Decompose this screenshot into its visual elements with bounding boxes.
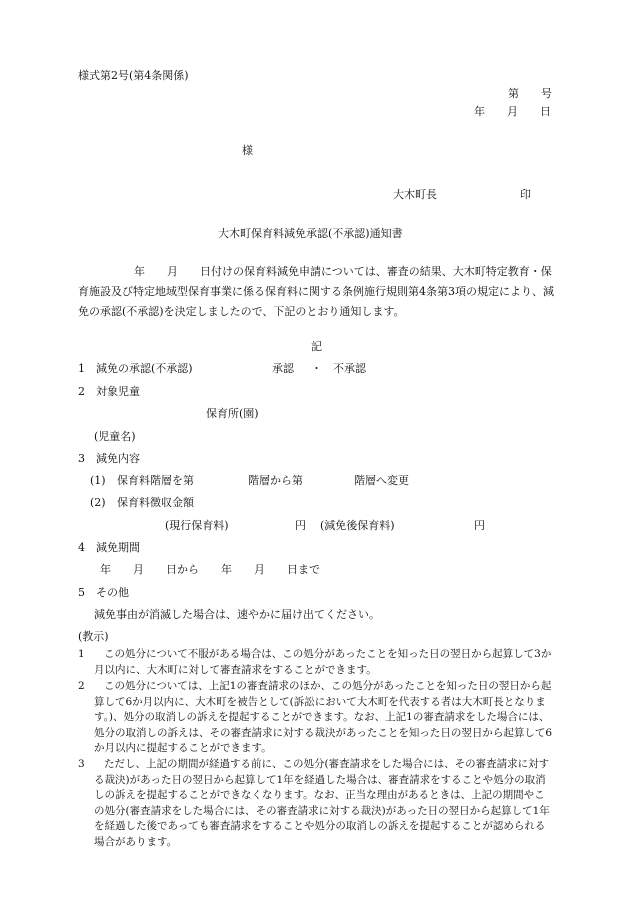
item5-text: 減免事由が消滅した場合は、速やかに届け出てください。 [94, 608, 380, 621]
item5-label: 5 その他 [78, 586, 129, 599]
yen-unit-2: 円 [474, 519, 485, 532]
form-number: 様式第2号(第4条関係) [78, 69, 189, 82]
issue-date: 年 月 日 [474, 105, 551, 118]
item3-label: 3 減免内容 [78, 452, 140, 465]
notice1-text: この処分について不服がある場合は、この処分があったことを知った日の翌日から起算して3か月以内に、大木町に対して審査請求をすることができます。 [94, 648, 552, 676]
notice3-number: 3 [78, 758, 85, 770]
reject-option: 不承認 [333, 362, 366, 375]
notice-heading: (教示) [78, 630, 109, 643]
addressee-suffix: 様 [242, 144, 253, 157]
item2-label: 2 対象児童 [78, 385, 140, 398]
document-title: 大木町保育料減免承認(不承認)通知書 [218, 227, 403, 240]
item1-label: 1 減免の承認(不承認) [78, 362, 193, 375]
yen-unit-1: 円 [295, 519, 306, 532]
approve-option: 承認 [272, 362, 294, 375]
notice3-text: ただし、上記の期間が経過する前に、この処分(審査請求をした場合には、その審査請求に対する裁決)があった日の翌日から起算して1年を経過した場合は、審査請求をすることや処分の取消しの訴えを提起することができなくなります。なお、正当な理由があるときは、上記の期間やこの処分(審査請求をした場合には、その審査請求に対する裁決)があった日の翌日から起算して1年を経過した後であっても審査請求をすることや処分の取消しの訴えを提起することが認められる場合があります。 [94, 758, 550, 848]
document-number: 第 号 [508, 87, 552, 100]
child-name-label: (児童名) [94, 430, 136, 443]
intro-paragraph: 年 月 日付けの保育料減免申請については、審査の結果、大木町特定教育・保育施設及び特定地域型保育事業に係る保育料に関する条例施行規則第4条第3項の規定により、減免の承認(不承認)を決定しましたので、下記のとおり通知します。 [78, 265, 554, 318]
sub1-text-middle: 階層から第 [248, 474, 303, 487]
seal-mark: 印 [520, 188, 531, 201]
sub1-text-end: 階層へ変更 [354, 474, 409, 487]
notice1-number: 1 [78, 648, 85, 660]
option-separator: ・ [311, 362, 322, 375]
ki-heading: 記 [311, 340, 322, 353]
current-fee-label: (現行保育料) [165, 519, 229, 532]
reduction-period: 年 月 日から 年 月 日まで [100, 563, 320, 576]
sub2-text: 保育料徴収金額 [117, 496, 194, 509]
notice2-text: この処分については、上記1の審査請求のほか、この処分があったことを知った日の翌日から起算して6か月以内に、大木町を被告として(訴訟において大木町を代表する者は大木町長となります。)、処分の取消しの訴えを提起することができます。なお、上記1の審査請求をした場合には、処分の取消しの訴えは、その審査請求に対する裁決があったことを知った日の翌日から起算して6か月以内に提起することができます。 [94, 680, 553, 754]
sub2-number: (2) [90, 496, 106, 509]
sub1-text-start: 保育料階層を第 [117, 474, 194, 487]
item4-label: 4 減免期間 [78, 541, 140, 554]
facility-label: 保育所(園) [206, 407, 259, 420]
reduced-fee-label: (減免後保育料) [320, 519, 395, 532]
notice2-number: 2 [78, 680, 85, 692]
sub1-number: (1) [90, 474, 106, 487]
issuer-name: 大木町長 [393, 188, 437, 201]
